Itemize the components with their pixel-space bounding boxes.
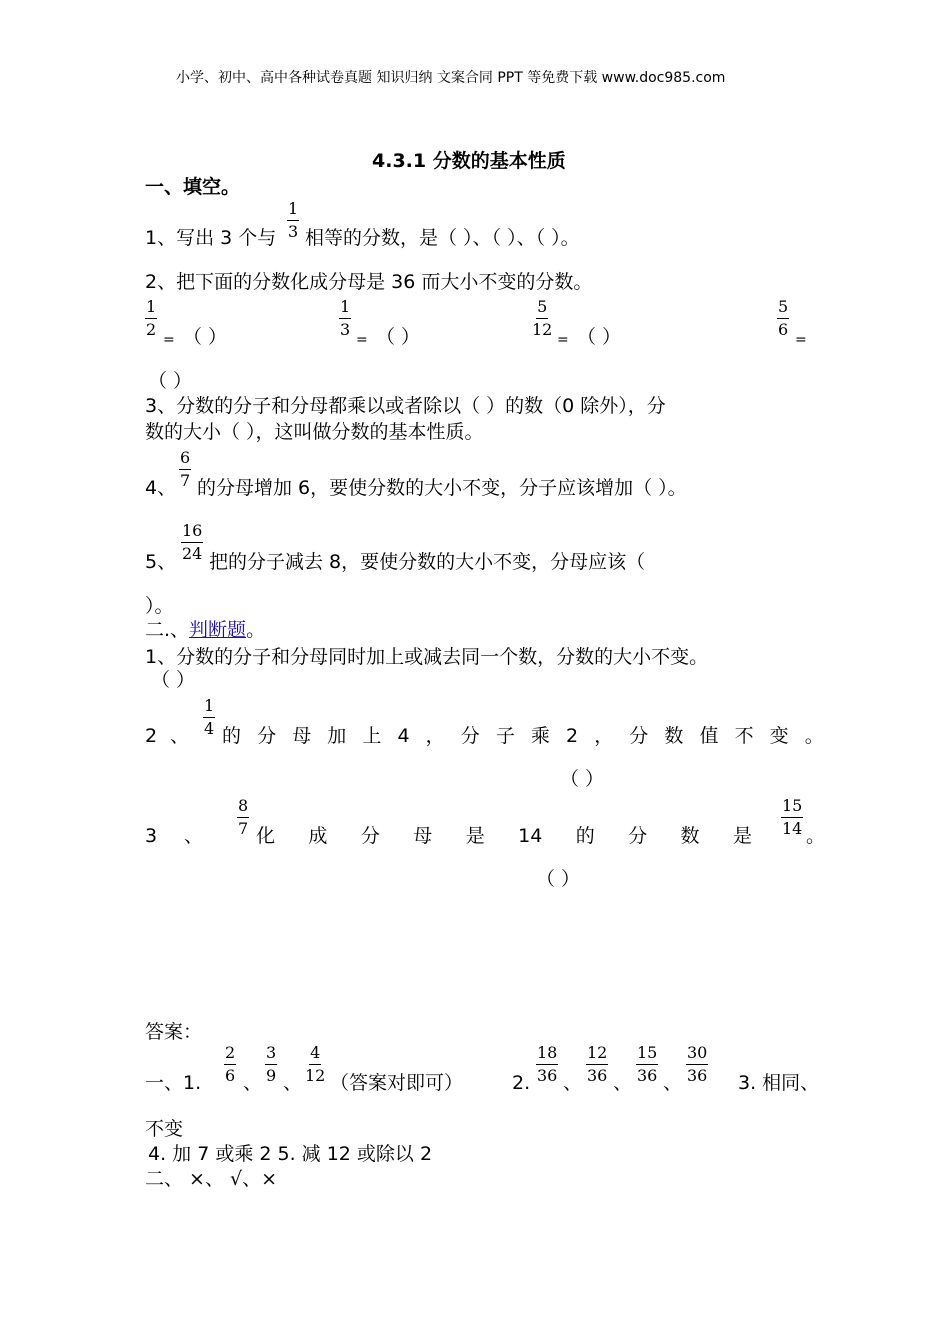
q2-fraction-3 xyxy=(532,298,552,339)
fraction-denominator: 9 xyxy=(266,1066,277,1085)
tf-q3-words xyxy=(256,824,752,848)
fraction-numerator: 15 xyxy=(636,1044,658,1065)
word: 4 xyxy=(397,725,410,747)
q1-text-before: 1、写出 3 个与 xyxy=(145,227,277,249)
answer-fraction xyxy=(265,1044,277,1085)
word: 分 xyxy=(629,725,649,747)
word: 成 xyxy=(308,825,328,847)
answer-fraction xyxy=(224,1044,236,1085)
equals-sign: = xyxy=(795,332,807,348)
fraction-denominator: 3 xyxy=(288,222,299,241)
fraction-denominator: 36 xyxy=(687,1066,708,1085)
tf-q3-fraction-2 xyxy=(781,797,803,838)
answer-fraction xyxy=(305,1044,325,1085)
tf-q3-end: 。 xyxy=(806,825,826,847)
tf-q2-separator: 、 xyxy=(170,725,190,747)
separator: 、 xyxy=(563,1072,583,1094)
fraction-numerator: 8 xyxy=(237,797,249,818)
fraction-numerator: 1 xyxy=(339,298,351,319)
answers-line-4: 二、 ×、 √、× xyxy=(145,1168,278,1190)
separator: 、 xyxy=(613,1072,633,1094)
answers-q3-label: 3. 相同、 xyxy=(738,1072,820,1094)
fraction-denominator: 3 xyxy=(340,320,351,339)
fraction-denominator: 14 xyxy=(782,819,803,838)
answer-blank: （ ） xyxy=(536,868,581,890)
word: 分 xyxy=(460,725,480,747)
site-header: 小学、初中、高中各种试卷真题 知识归纳 文案合同 PPT 等免费下载 www.doc985.com xyxy=(176,70,726,86)
answers-label: 答案： xyxy=(145,1021,203,1043)
fraction-numerator: 6 xyxy=(179,449,191,470)
word: 分 xyxy=(257,725,277,747)
fraction-denominator: 36 xyxy=(587,1066,608,1085)
fraction-numerator: 16 xyxy=(181,522,203,543)
fraction-denominator: 4 xyxy=(204,719,215,738)
answer-fraction xyxy=(686,1044,708,1085)
q2-fraction-1 xyxy=(145,298,157,339)
word: 的 xyxy=(575,825,595,847)
answer-blank: （ ） xyxy=(560,768,605,790)
q5-text-after: 把的分子减去 8，要使分数的大小不变，分母应该（ xyxy=(209,551,646,573)
fraction-numerator: 5 xyxy=(536,298,548,319)
fraction-denominator: 7 xyxy=(238,819,249,838)
word: 母 xyxy=(292,725,312,747)
fraction-numerator: 1 xyxy=(145,298,157,319)
fraction-denominator: 6 xyxy=(778,320,789,339)
q5-fraction xyxy=(181,522,203,563)
fraction-denominator: 36 xyxy=(537,1066,558,1085)
section-heading-fill-blank: 一、填空。 xyxy=(145,176,241,198)
fraction-denominator: 12 xyxy=(305,1066,326,1085)
answer-blank: （ ） xyxy=(183,326,228,348)
word: ， xyxy=(425,725,445,747)
equals-sign: = xyxy=(356,332,368,348)
q5-text-before: 5、 xyxy=(145,551,177,573)
equals-sign: = xyxy=(557,332,569,348)
tf-q2-fraction xyxy=(203,697,215,738)
section-heading-true-false xyxy=(145,618,265,642)
answers-q2-label: 2. xyxy=(512,1072,531,1094)
answer-fraction xyxy=(636,1044,658,1085)
answer-fraction xyxy=(536,1044,558,1085)
answers-note: （答案对即可） xyxy=(330,1072,464,1094)
answer-blank: （ ） xyxy=(151,669,196,691)
fraction-numerator: 18 xyxy=(536,1044,558,1065)
q2-text: 2、把下面的分数化成分母是 36 而大小不变的分数。 xyxy=(145,271,593,293)
word: 不 xyxy=(734,725,754,747)
true-false-link[interactable]: 判断题 xyxy=(189,619,247,641)
page-title: 4.3.1 分数的基本性质 xyxy=(372,150,566,172)
fraction-numerator: 30 xyxy=(686,1044,708,1065)
q4-fraction xyxy=(179,449,191,490)
word: 是 xyxy=(732,825,752,847)
section-suffix: 。 xyxy=(246,619,266,641)
word: 。 xyxy=(804,725,824,747)
tf-q2-number: 2 xyxy=(145,725,158,747)
word: 加 xyxy=(327,725,347,747)
answer-fraction xyxy=(586,1044,608,1085)
q1-text-after: 相等的分数，是（ ）、（ ）、（ ）。 xyxy=(305,227,580,249)
section-prefix: 二.、 xyxy=(145,619,190,641)
fraction-denominator: 2 xyxy=(146,320,157,339)
answer-blank: （ ） xyxy=(577,326,622,348)
answer-blank: （ ） xyxy=(148,370,193,392)
fraction-numerator: 12 xyxy=(586,1044,608,1065)
separator: 、 xyxy=(663,1072,683,1094)
fraction-denominator: 6 xyxy=(225,1066,236,1085)
tf-q2-words xyxy=(222,724,824,748)
fraction-denominator: 7 xyxy=(180,471,191,490)
separator: 、 xyxy=(283,1072,303,1094)
tf-q3-separator: 、 xyxy=(184,825,204,847)
word: 2 xyxy=(566,725,579,747)
word: 是 xyxy=(465,825,485,847)
q4-text-after: 的分母增加 6，要使分数的大小不变，分子应该增加（ ）。 xyxy=(197,477,687,499)
fraction-denominator: 12 xyxy=(532,320,553,339)
fraction-denominator: 36 xyxy=(637,1066,658,1085)
fraction-numerator: 3 xyxy=(265,1044,277,1065)
answers-line1-prefix: 一、1. xyxy=(145,1072,202,1094)
q3-line-2: 数的大小（ ），这叫做分数的基本性质。 xyxy=(145,421,484,443)
word: 数 xyxy=(664,725,684,747)
answers-line-3: 4. 加 7 或乘 2 5. 减 12 或除以 2 xyxy=(148,1143,433,1165)
fraction-numerator: 15 xyxy=(781,797,803,818)
word: 分 xyxy=(628,825,648,847)
word: 14 xyxy=(518,825,543,847)
word: 化 xyxy=(256,825,276,847)
word: ， xyxy=(594,725,614,747)
tf-q3-fraction xyxy=(237,797,249,838)
q1-fraction xyxy=(287,200,299,241)
fraction-numerator: 2 xyxy=(224,1044,236,1065)
word: 分 xyxy=(360,825,380,847)
fraction-denominator: 24 xyxy=(182,544,203,563)
equals-sign: = xyxy=(163,332,175,348)
answer-blank: （ ） xyxy=(376,326,421,348)
tf-q1-text: 1、分数的分子和分母同时加上或减去同一个数，分数的大小不变。 xyxy=(145,646,709,668)
q5-line-2: ）。 xyxy=(145,595,174,617)
fraction-numerator: 1 xyxy=(287,200,299,221)
tf-q3-number: 3 xyxy=(145,825,158,847)
q4-text-before: 4、 xyxy=(145,477,177,499)
answers-line-2: 不变 xyxy=(145,1118,184,1140)
word: 乘 xyxy=(530,725,550,747)
word: 母 xyxy=(413,825,433,847)
word: 上 xyxy=(362,725,382,747)
word: 变 xyxy=(769,725,789,747)
word: 子 xyxy=(495,725,515,747)
fraction-numerator: 1 xyxy=(203,697,215,718)
q3-line-1: 3、分数的分子和分母都乘以或者除以（ ）的数（0 除外），分 xyxy=(145,395,666,417)
fraction-numerator: 5 xyxy=(777,298,789,319)
q2-fraction-4 xyxy=(777,298,789,339)
word: 值 xyxy=(699,725,719,747)
word: 的 xyxy=(222,725,242,747)
fraction-numerator: 4 xyxy=(309,1044,321,1065)
separator: 、 xyxy=(243,1072,263,1094)
word: 数 xyxy=(680,825,700,847)
q2-fraction-2 xyxy=(339,298,351,339)
